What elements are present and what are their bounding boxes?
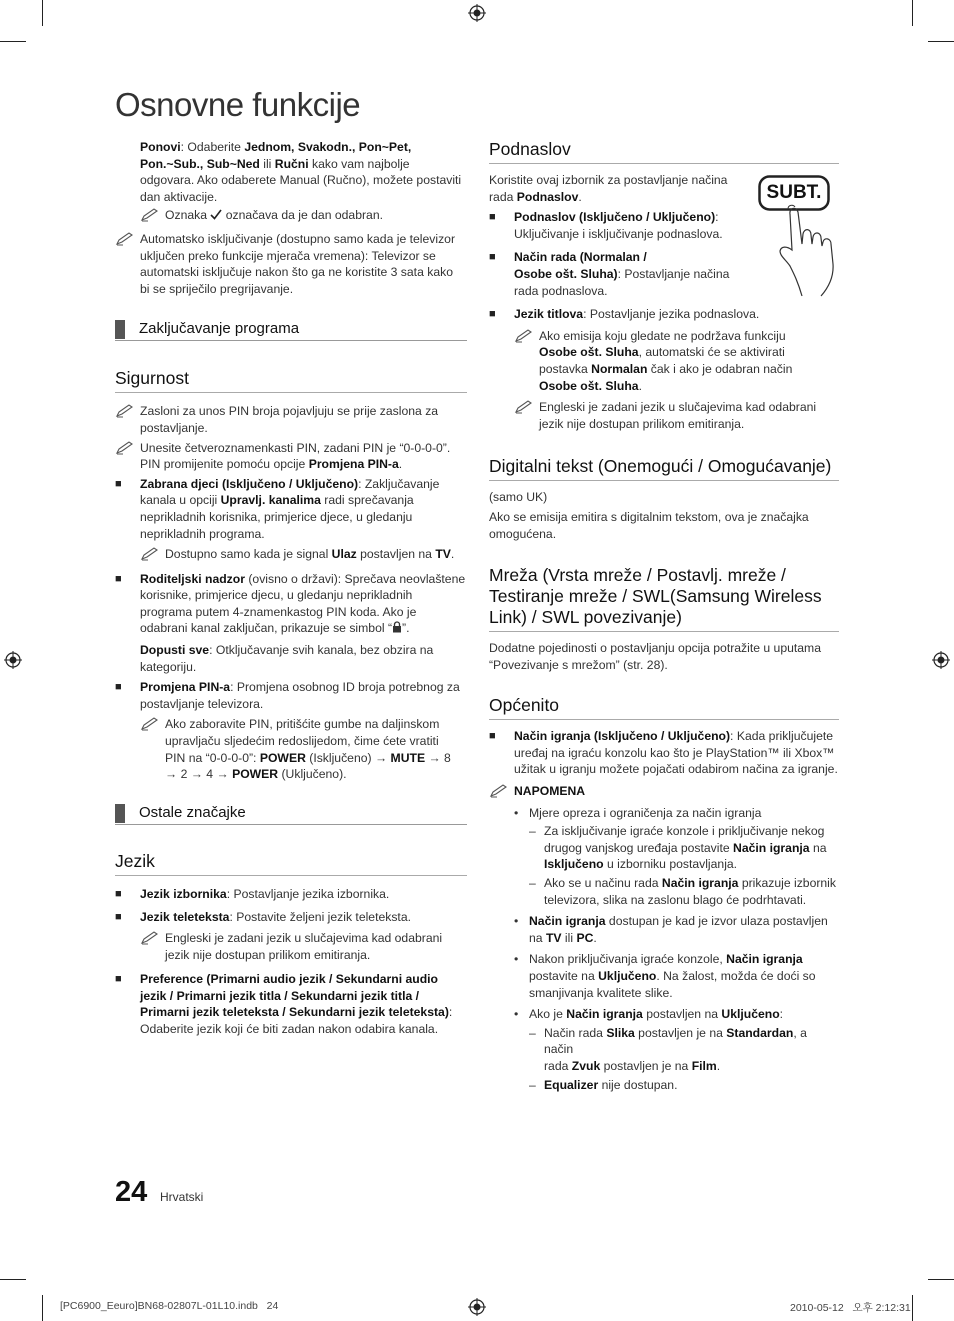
list-item-teletext-language: ■ Jezik teleteksta: Postavite željeni jezik teleteksta. Engleski je zadani jezik u slučajevima kad odabrani jezik nije dostupan prilikom emitiranja. bbox=[115, 909, 467, 963]
note-pencil-icon bbox=[140, 717, 160, 731]
crop-mark bbox=[928, 1279, 954, 1280]
heading-sigurnost: Sigurnost bbox=[115, 368, 467, 393]
section-heading-lock: Zaključavanje programa bbox=[115, 319, 467, 341]
auto-off-note: Automatsko isključivanje (dostupno samo kada je televizor uključen preko funkcije mjerača vremena): Televizor se automatski isključuje nakon što ga ne koristite 3 sata kako bi se spriječilo pregrijavanje. bbox=[115, 231, 467, 297]
heading-jezik: Jezik bbox=[115, 851, 467, 876]
crop-mark bbox=[42, 0, 43, 26]
note-pencil-icon bbox=[489, 784, 509, 798]
heading-network: Mreža (Vrsta mreže / Postavlj. mreže / Testiranje mreže / SWL(Samsung Wireless Link) / SWL povezivanje) bbox=[489, 565, 839, 632]
list-item-game-mode: ■ Način igranja (Isključeno / Uključeno): Kada priključujete uređaj na igraću konzolu kao što je PlayStation™ ili Xbox™ užitak u igranju možete pojačati odabirom načina za igranje. bbox=[489, 728, 839, 778]
hand-pointer-icon bbox=[776, 204, 842, 298]
crop-mark bbox=[928, 41, 954, 42]
print-file-info: [PC6900_Eeuro]BN68-02807L-01L10.indb 24 bbox=[60, 1300, 279, 1312]
note-pencil-icon bbox=[140, 208, 160, 222]
section-heading-other: Ostale značajke bbox=[115, 803, 467, 825]
list-item-preference: ■ Preference (Primarni audio jezik / Sekundarni audio jezik / Primarni jezik titla / Sekundarni jezik titla / Primarni jezik teleteksta / Sekundarni jezik teleteksta): Odaberite jezik koji će biti zadan nakon odabira kanala. bbox=[115, 971, 467, 1037]
heading-podnaslov: Podnaslov bbox=[489, 139, 839, 164]
checkmark-icon bbox=[210, 209, 222, 220]
crop-mark bbox=[0, 1279, 26, 1280]
digital-text-body: (samo UK) Ako se emisija emitira s digitalnim tekstom, ova je značajka omogućena. bbox=[489, 490, 809, 541]
registration-mark-icon bbox=[932, 651, 950, 669]
crop-mark bbox=[42, 1295, 43, 1321]
page-number: 24 bbox=[115, 1176, 148, 1208]
note-pencil-icon bbox=[115, 404, 135, 418]
page-language: Hrvatski bbox=[160, 1190, 204, 1204]
list-item-change-pin: ■ Promjena PIN-a: Promjena osobnog ID broja potrebnog za postavljanje televizora. Ako zaboravite PIN, pritišćite gumbe na daljinskom upravljaču sljedećim redoslijedom, čime ćete vratiti PIN na “0-0-0-0”: POWER (Isključeno) → MUTE → 8 → 2 → 4 → POWER (Uključeno). bbox=[115, 679, 467, 783]
crop-mark bbox=[912, 1295, 913, 1321]
heading-opcenito: Općenito bbox=[489, 695, 839, 720]
note-pencil-icon bbox=[115, 232, 135, 246]
list-item-subtitle: ■ Podnaslov (Isključeno / Uključeno): Uključivanje i isključivanje podnaslova. bbox=[489, 209, 839, 242]
napomena-note: NAPOMENA • Mjere opreza i ograničenja za način igranja – Za isključivanje igraće konzole i priključivanje nekog drugog vanjskog uređaja postavite Način igranja na Isključeno u izborniku postavljanja. – Ako se u načinu rada Način igranja prikazuje izbornik televizora, slika na zaslonu blago će podrhtavati. • Način igranja dostupan je kad je izvor ulaza postavljen na TV ili PC. • Nakon priključivanja igraće konzole, Način igranja postavite na Uključeno. Na žalost, možda će doći so smanjivanja kvalitete slike. • Ako je Način igranja postavljen na Uključeno: – Način rada Slika postavljen je na Standardan, a način rada Zvuk postavljen je na Film. – Equalizer nije dostupan. bbox=[489, 783, 839, 1093]
registration-mark-icon bbox=[468, 1298, 486, 1316]
network-body: Dodatne pojedinosti o postavljanju opcija potražite u uputama “Povezivanje s mrežom” (str. 28). bbox=[489, 641, 821, 672]
heading-digital-text: Digitalni tekst (Onemogući / Omogućavanje) bbox=[489, 456, 839, 481]
note-pencil-icon bbox=[514, 329, 534, 343]
crop-mark bbox=[0, 41, 26, 42]
note-pencil-icon bbox=[115, 441, 135, 455]
pin-note: Zasloni za unos PIN broja pojavljuju se prije zaslona za postavljanje. bbox=[115, 403, 467, 436]
ponovi-block: Ponovi: Odaberite Jednom, Svakodn., Pon~Pet, Pon.~Sub., Sub~Ned ili Ručni kako vam najbolje odgovara. Ako odaberete Manual (Ručno), možete postaviti dan aktivacije. Oznaka označava da je dan odabran. bbox=[140, 140, 462, 223]
list-item-subtitle-mode: ■ Način rada (Normalan / Osobe ošt. Sluha): Postavljanje načina rada podnaslova. bbox=[489, 249, 839, 299]
list-item-parental: ■ Roditeljski nadzor (ovisno o državi): Sprečava neovlaštene korisnike, primjerice djecu, u gledanju neprikladnih programa putem 4-znamenkastog PIN koda. Ako je odabrani kanal zaključan, prikazuje se simbol “ ”. Dopusti sve: Otključavanje svih kanala, bez obzira na kategoriju. bbox=[115, 571, 467, 676]
podnaslov-intro: Koristite ovaj izbornik za postavljanje načina rada Podnaslov. bbox=[489, 173, 728, 204]
crop-mark bbox=[912, 0, 913, 26]
left-column bbox=[115, 139, 467, 1038]
registration-mark-icon bbox=[468, 4, 486, 22]
note-pencil-icon bbox=[140, 547, 160, 561]
lock-icon bbox=[392, 621, 402, 633]
page-title: Osnovne funkcije bbox=[115, 86, 361, 123]
subt-button-label: SUBT. bbox=[766, 182, 822, 203]
note-pencil-icon bbox=[514, 400, 534, 414]
list-item-menu-language: ■ Jezik izbornika: Postavljanje jezika izbornika. bbox=[115, 886, 467, 903]
print-date-info: 2010-05-12 오후 2:12:31 bbox=[790, 1302, 911, 1314]
list-item-child-lock: ■ Zabrana djeci (Isključeno / Uključeno): Zaključavanje kanala u opciji Upravlj. kanalima radi sprečavanja neprikladnih korisnika, primjerice djece, u gledanju neprikladnih programa. Dostupno samo kada je signal Ulaz postavljen na TV. bbox=[115, 476, 467, 563]
list-item-subtitle-language: ■ Jezik titlova: Postavljanje jezika podnaslova. Ako emisija koju gledate ne podržava funkciju Osobe ošt. Sluha, automatski će se aktivirati postavka Normalan čak i ako je odabran način Osobe ošt. Sluha. Engleski je zadani jezik u slučajevima kad odabrani jezik nije dostupan prilikom emitiranja. bbox=[489, 306, 839, 432]
pin-default-note: Unesite četveroznamenkasti PIN, zadani PIN je “0-0-0-0”. PIN promijenite pomoću opcije Promjena PIN-a. bbox=[115, 440, 467, 473]
note-pencil-icon bbox=[140, 931, 160, 945]
registration-mark-icon bbox=[4, 651, 22, 669]
